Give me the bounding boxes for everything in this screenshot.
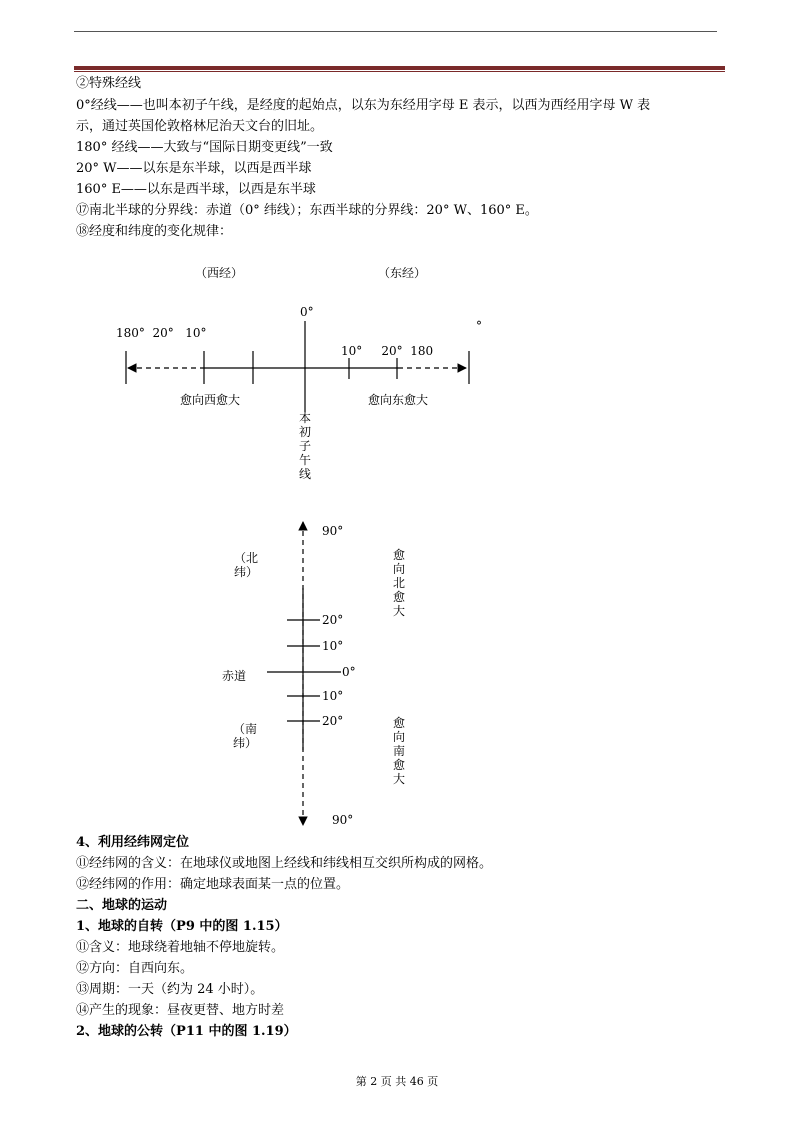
north-pole-label: 90°	[322, 524, 344, 538]
west-label: （西经）	[195, 266, 244, 280]
south-latitude-label: （南纬）	[233, 722, 258, 750]
text-line: 180° 经线——大致与“国际日期变更线”一致	[76, 140, 333, 155]
n10-label: 10°	[322, 639, 344, 653]
prime-meridian-label: 本初子午线	[298, 411, 311, 481]
zero-lat-label: 0°	[342, 665, 356, 679]
section-heading: 4、利用经纬网定位	[76, 835, 190, 850]
text-line: ②特殊经线	[76, 76, 142, 91]
text-line: ⑰南北半球的分界线：赤道（0° 纬线）；东西半球的分界线：20° W、160° E。	[76, 203, 538, 218]
south-increase-label: 愈向南愈大	[392, 716, 405, 786]
text-line: ⑭产生的现象：昼夜更替、地方时差	[76, 1003, 285, 1018]
n20-label: 20°	[322, 613, 344, 627]
north-increase-label: 愈向北愈大	[392, 548, 405, 618]
text-line: 0°经线——也叫本初子午线，是经度的起始点，以东为东经用字母 E 表示，以西为西经用字母 W 表	[76, 98, 651, 113]
west-degree-labels: 180° 20° 10°	[116, 326, 207, 340]
text-line: ⑬周期：一天（约为 24 小时）。	[76, 982, 264, 997]
s20-label: 20°	[322, 714, 344, 728]
south-pole-label: 90°	[332, 813, 354, 827]
s10-label: 10°	[322, 689, 344, 703]
text-line: 20° W——以东是东半球，以西是西半球	[76, 161, 312, 176]
section-heading: 1、地球的自转（P9 中的图 1.15）	[76, 919, 288, 934]
east-label: （东经）	[378, 266, 427, 280]
text-line: ⑪含义：地球绕着地轴不停地旋转。	[76, 940, 285, 955]
degree-mark: °	[476, 319, 482, 333]
text-line: ⑱经度和纬度的变化规律：	[76, 224, 233, 239]
zero-degree-label: 0°	[300, 305, 314, 319]
text-line: ⑫经纬网的作用：确定地球表面某一点的位置。	[76, 877, 350, 892]
north-latitude-label: （北纬）	[234, 551, 259, 579]
text-line: ⑫方向：自西向东。	[76, 961, 194, 976]
west-increase-label: 愈向西愈大	[180, 393, 241, 407]
text-line: ⑪经纬网的含义：在地球仪或地图上经线和纬线相互交织所构成的网格。	[76, 856, 493, 871]
page-footer: 第 2 页 共 46 页	[355, 1075, 439, 1088]
section-heading: 二、地球的运动	[76, 898, 168, 913]
text-line: 160° E——以东是西半球，以西是东半球	[76, 182, 316, 197]
east-degree-labels: 10° 20° 180	[341, 344, 434, 358]
section-heading: 2、地球的公转（P11 中的图 1.19）	[76, 1024, 297, 1039]
text-line: 示，通过英国伦敦格林尼治天文台的旧址。	[76, 119, 324, 134]
equator-label: 赤道	[222, 669, 247, 683]
east-increase-label: 愈向东愈大	[368, 393, 429, 407]
